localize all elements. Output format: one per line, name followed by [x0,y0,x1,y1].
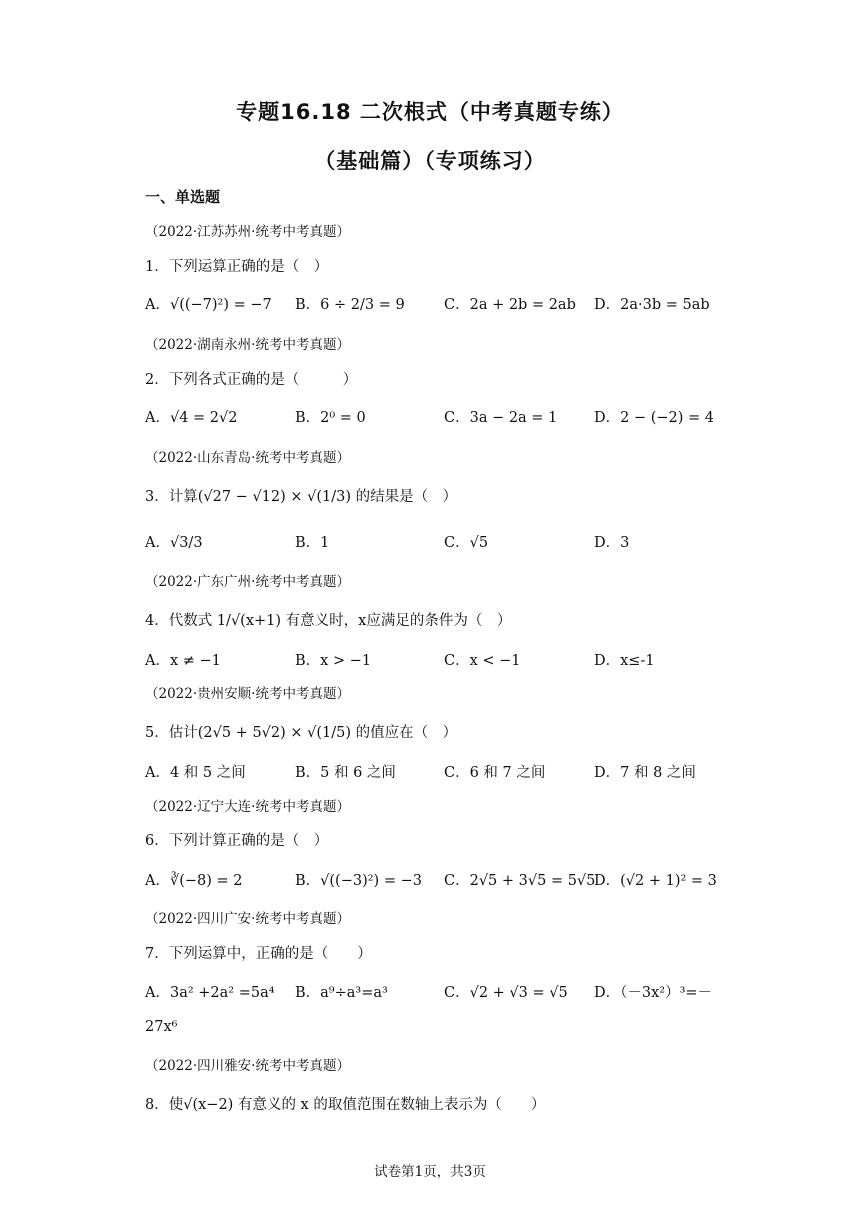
option-b: B．6 ÷ 2/3 = 9 [295,297,405,313]
question-source: （2022·贵州安顺·统考中考真题） [145,686,350,702]
option-d-continuation: 27x⁶ [145,1019,178,1035]
question-stem: 2．下列各式正确的是（ ） [145,372,358,388]
page-title: 专题16.18 二次根式（中考真题专练） [236,100,624,124]
option-b: B．a⁹÷a³=a³ [295,985,388,1001]
option-c: C．2√5 + 3√5 = 5√5 [444,873,596,889]
question-source: （2022·广东广州·统考中考真题） [145,574,350,590]
question-stem: 4．代数式 1/√(x+1) 有意义时，x应满足的条件为（ ） [145,613,512,629]
question-source: （2022·山东青岛·统考中考真题） [145,450,350,466]
option-d: D．(√2 + 1)² = 3 [594,873,717,889]
question-source: （2022·湖南永州·统考中考真题） [145,337,350,353]
question-source: （2022·江苏苏州·统考中考真题） [145,224,350,240]
question-stem: 3．计算(√27 − √12) × √(1/3) 的结果是（ ） [145,489,458,505]
question-stem: 6．下列计算正确的是（ ） [145,833,329,849]
question-stem: 1．下列运算正确的是（ ） [145,259,329,275]
page-subtitle: （基础篇）（专项练习） [314,149,546,173]
question-source: （2022·四川雅安·统考中考真题） [145,1058,350,1074]
question-source: （2022·四川广安·统考中考真题） [145,911,350,927]
question-source: （2022·辽宁大连·统考中考真题） [145,799,350,815]
option-a: A．∛(−8) = 2 [145,873,243,889]
option-b: B．2⁰ = 0 [295,410,366,426]
option-d: D．2a·3b = 5ab [594,297,710,313]
option-d: D．3 [594,535,630,551]
option-a: A．√3/3 [145,535,203,551]
option-b: B．5 和 6 之间 [295,765,396,781]
question-stem: 7．下列运算中，正确的是（ ） [145,946,372,962]
option-b: B．√((−3)²) = −3 [295,873,422,889]
option-b: B．1 [295,535,330,551]
option-d: D．2 − (−2) = 4 [594,410,715,426]
option-c: C．6 和 7 之间 [444,765,546,781]
question-stem: 5．估计(2√5 + 5√2) × √(1/5) 的值应在（ ） [145,725,458,741]
option-a: A．4 和 5 之间 [145,765,246,781]
option-a: A．√4 = 2√2 [145,410,238,426]
option-b: B．x > −1 [295,653,372,669]
option-c: C．3a − 2a = 1 [444,410,558,426]
option-d: D．7 和 8 之间 [594,765,696,781]
option-a: A．3a² +2a² =5a⁴ [145,985,275,1001]
question-stem: 8．使√(x−2) 有意义的 x 的取值范围在数轴上表示为（ ） [145,1097,546,1113]
option-a: A．√((−7)²) = −7 [145,297,272,313]
page-footer: 试卷第1页，共3页 [374,1164,486,1180]
option-d: D．x≤-1 [594,653,655,669]
option-c: C．2a + 2b = 2ab [444,297,576,313]
option-d: D．（－3x²）³=－ [594,985,713,1001]
option-c: C．x < −1 [444,653,521,669]
section-heading: 一、单选题 [145,188,221,206]
option-a: A．x ≠ −1 [145,653,221,669]
option-c: C．√2 + √3 = √5 [444,985,568,1001]
option-c: C．√5 [444,535,489,551]
